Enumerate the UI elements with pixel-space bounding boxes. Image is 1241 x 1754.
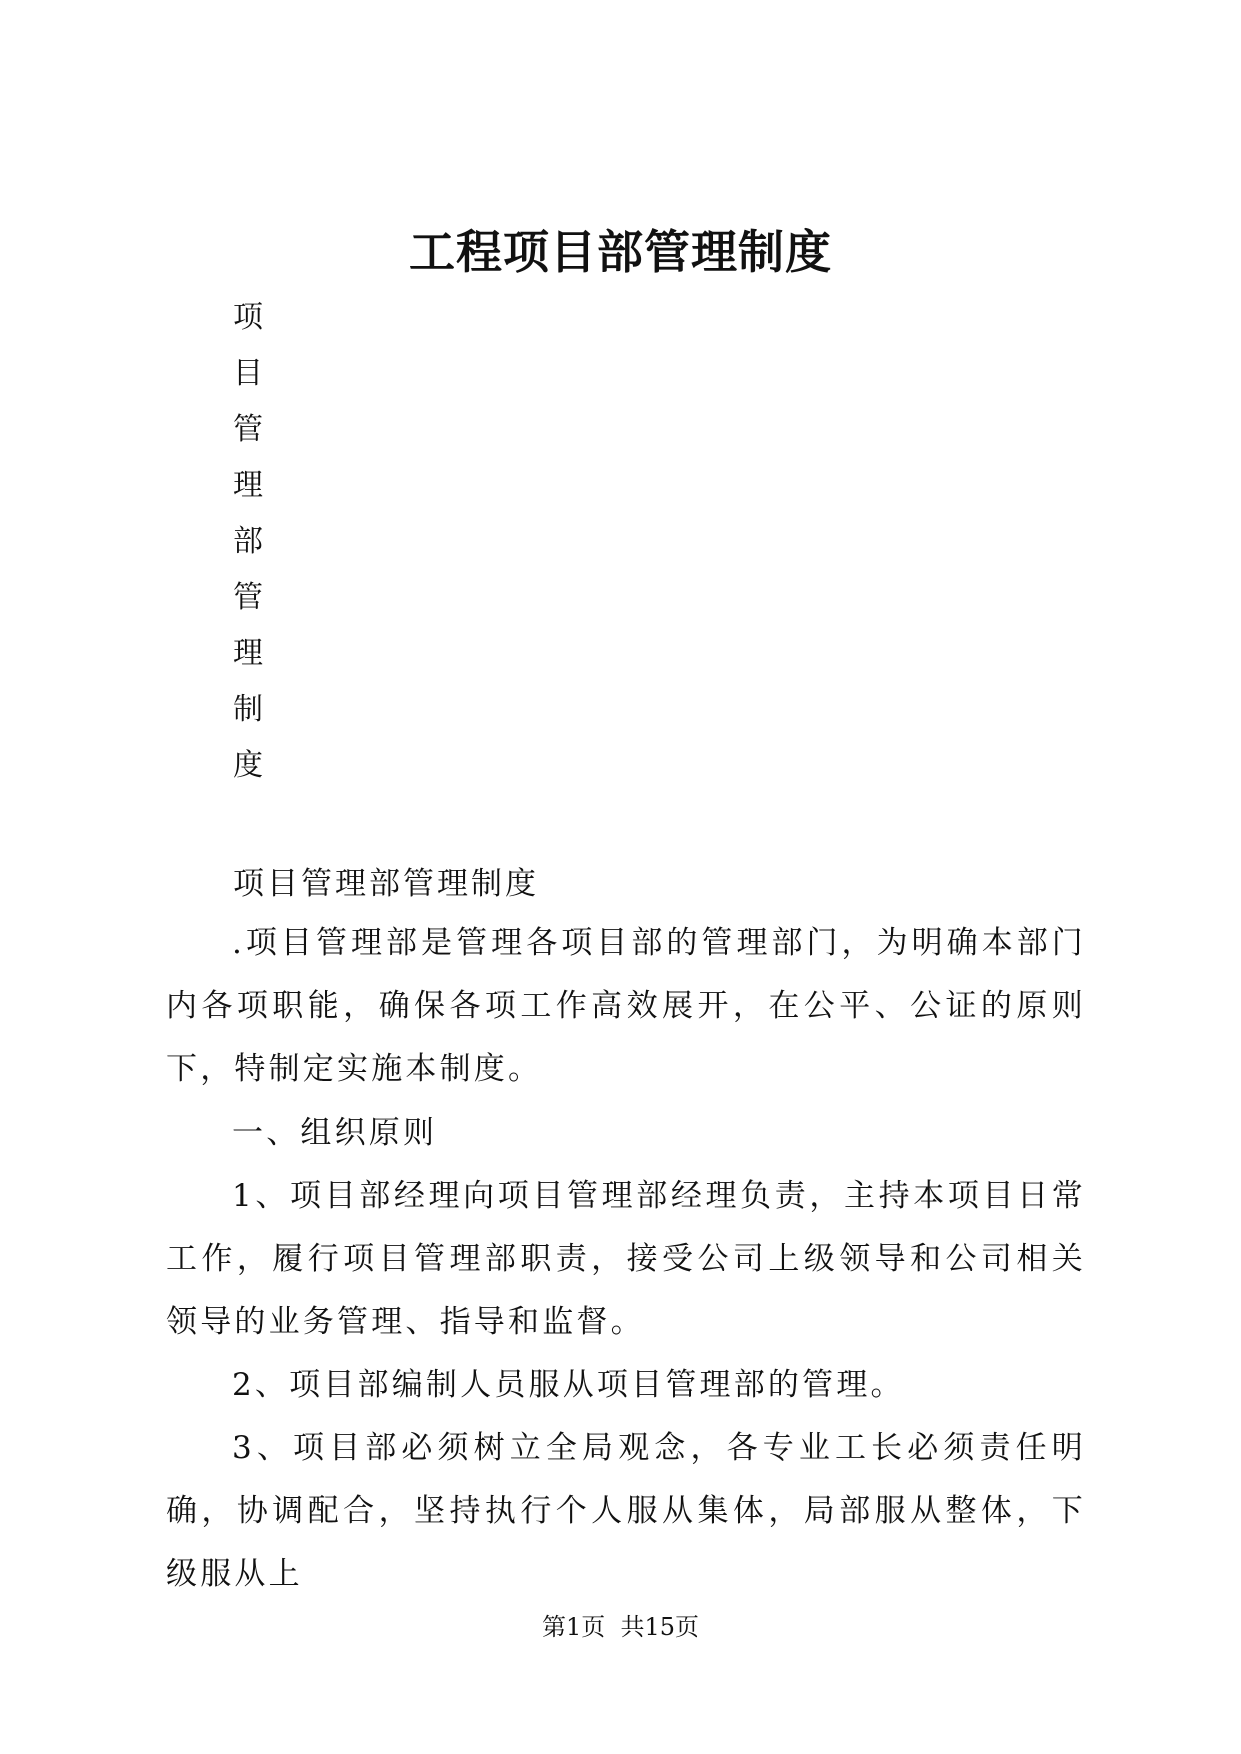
intro-paragraph: .项目管理部是管理各项目部的管理部门，为明确本部门内各项职能，确保各项工作高效展开，在公平、公证的原则下，特制定实施本制度。 xyxy=(166,925,1086,1087)
document-subtitle: 项目管理部管理制度 xyxy=(233,866,539,902)
footer-total-pages: 15 xyxy=(644,1613,676,1641)
page-footer xyxy=(0,1612,1241,1642)
vertical-char: 理 xyxy=(233,636,263,671)
footer-prefix: 第 xyxy=(541,1613,566,1641)
vertical-char: 管 xyxy=(233,412,263,447)
footer-page-number: 1 xyxy=(565,1613,582,1641)
paragraph-item-3: 3、项目部必须树立全局观念，各专业工长必须责任明确，协调配合，坚持执行个人服从集体，局部服从整体，下级服从上 xyxy=(166,1430,1086,1592)
vertical-char: 项 xyxy=(233,300,263,335)
vertical-char: 部 xyxy=(233,524,263,559)
paragraph-item-2: 2、项目部编制人员服从项目管理部的管理。 xyxy=(232,1367,905,1403)
vertical-char: 管 xyxy=(233,580,263,615)
vertical-char: 理 xyxy=(233,468,263,503)
section-heading: 一、组织原则 xyxy=(232,1115,438,1151)
footer-suffix: 页 xyxy=(675,1613,700,1641)
vertical-char: 目 xyxy=(233,356,263,391)
footer-mid: 页 共 xyxy=(581,1613,645,1641)
vertical-char: 制 xyxy=(233,692,263,727)
vertical-char: 度 xyxy=(233,748,263,783)
paragraph-item-1: 1、项目部经理向项目管理部经理负责，主持本项目日常工作，履行项目管理部职责，接受公司上级领导和公司相关领导的业务管理、指导和监督。 xyxy=(166,1178,1086,1340)
document-title: 工程项目部管理制度 xyxy=(409,225,832,279)
